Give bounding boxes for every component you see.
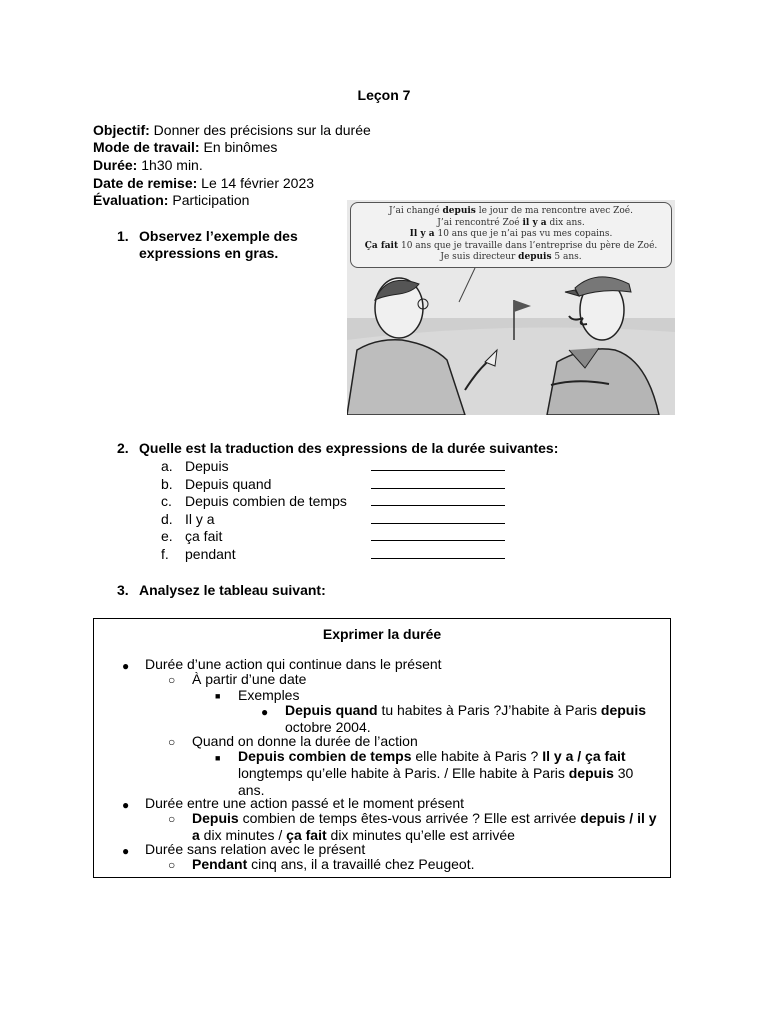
list-item: Depuis combien de temps êtes-vous arrivée ? Elle est arrivée depuis / il y a dix minutes / ça fait dix minutes qu’elle est arrivée xyxy=(192,810,657,843)
duration-table xyxy=(93,618,671,878)
question-2: 2. Quelle est la traduction des expressions de la durée suivantes: xyxy=(117,440,559,456)
bullet-icon: ● xyxy=(122,844,130,858)
q2-list xyxy=(161,458,521,564)
question-3: 3. Analysez le tableau suivant: xyxy=(117,582,326,598)
lesson-title: Leçon 7 xyxy=(357,87,411,103)
list-item: c. Depuis combien de temps xyxy=(161,493,521,511)
meta-evaluation: Évaluation: Participation xyxy=(93,192,250,208)
list-item: f. pendant xyxy=(161,546,521,564)
list-item: Durée sans relation avec le présent xyxy=(145,841,366,857)
answer-blank[interactable] xyxy=(371,488,505,489)
square-bullet-icon: ■ xyxy=(215,753,221,763)
list-item: a. Depuis xyxy=(161,458,521,476)
circle-bullet-icon: ○ xyxy=(168,735,176,749)
meta-duration: Durée: 1h30 min. xyxy=(93,157,203,173)
comic-drawing xyxy=(347,200,675,415)
list-item: Durée d’une action qui continue dans le présent xyxy=(145,656,442,672)
answer-blank[interactable] xyxy=(371,470,505,471)
answer-blank[interactable] xyxy=(371,523,505,524)
answer-blank[interactable] xyxy=(371,540,505,541)
circle-bullet-icon: ○ xyxy=(168,812,176,826)
circle-bullet-icon: ○ xyxy=(168,673,176,687)
bullet-icon: ● xyxy=(122,798,130,812)
meta-objective: Objectif: Donner des précisions sur la durée xyxy=(93,122,371,138)
square-bullet-icon: ■ xyxy=(215,691,221,701)
list-item: Durée entre une action passé et le moment présent xyxy=(145,795,465,811)
answer-blank[interactable] xyxy=(371,505,505,506)
question-1-number: 1. xyxy=(117,228,129,244)
circle-bullet-icon: ○ xyxy=(168,858,176,872)
table-title: Exprimer la durée xyxy=(322,626,442,642)
list-item: Depuis quand tu habites à Paris ?J’habite à Paris depuis octobre 2004. xyxy=(285,702,647,735)
bullet-icon: ● xyxy=(261,705,269,719)
list-item: Quand on donne la durée de l’action xyxy=(192,733,418,749)
answer-blank[interactable] xyxy=(371,558,505,559)
speech-bubble: J’ai changé depuis le jour de ma rencontre avec Zoé. J’ai rencontré Zoé il y a dix ans. Il y a 10 ans que je n’ai pas vu mes copains. Ça fait 10 ans que je travaille dans l’entreprise du père de Zoé. Je suis directeur depuis 5 ans. xyxy=(350,202,672,268)
meta-work-mode: Mode de travail: En binômes xyxy=(93,139,278,155)
bullet-icon: ● xyxy=(122,659,130,673)
list-item: Pendant cinq ans, il a travaillé chez Peugeot. xyxy=(192,856,475,872)
list-item: Exemples xyxy=(238,687,300,703)
list-item: d. Il y a xyxy=(161,511,521,529)
list-item: b. Depuis quand xyxy=(161,476,521,494)
list-item: À partir d’une date xyxy=(192,671,307,687)
list-item: e. ça fait xyxy=(161,528,521,546)
question-1-text: Observez l’exemple des expressions en gras. xyxy=(139,228,298,261)
meta-due-date: Date de remise: Le 14 février 2023 xyxy=(93,175,315,191)
list-item: Depuis combien de temps elle habite à Paris ? Il y a / ça fait longtemps qu’elle habite à Paris. / Elle habite à Paris depuis 30 ans. xyxy=(238,748,634,798)
comic-illustration xyxy=(347,200,675,415)
